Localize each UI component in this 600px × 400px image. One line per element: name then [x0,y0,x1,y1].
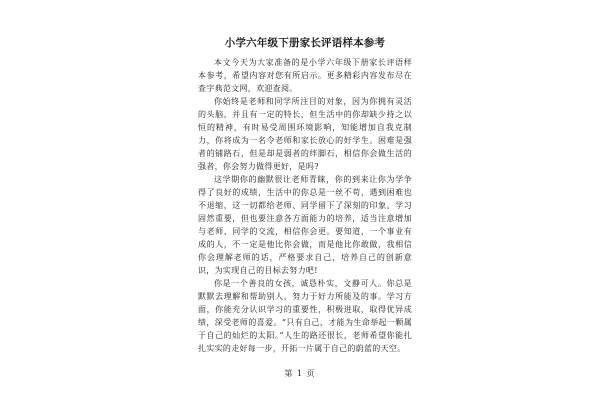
document-body [198,36,412,355]
paragraph-intro: 本文今天为大家准备的是小学六年级下册家长评语样本参考，希望内容对您有所启示。更多精彩内容发布尽在查字典范文网，欢迎查阅。 [198,58,412,93]
page-number: 第 1 页 [284,369,316,378]
paragraph-comment-2: 这学期你的幽默很让老师青睐，你的到来让你为学争得了良好的成绩，生活中的你总是一丝不苟，遇到困难也不退缩，这一切都给老师、同学留下了深刻的印象。学习固然重要，但也要注意各方面能力的培养，适当注意增加与老师、同学的交流，相信你会更。要知道，一个事业有成的人，不一定是他比你会做，而是他比你敢做，我相信你会理解老师的话，严格要求自己，培养自己的创新意识，为实现自己的目标去努力吧! [198,175,412,275]
paragraph-comment-1: 你始终是老师和同学所注目的对象，因为你拥有灵活的头脑，并且有一定的特长，但生活中的你却缺少持之以恒的精神，有时易受周围环境影响，知能增加自我克制力，你将成为一名令老师和家长放心的好学生。困难是强者的铺路石，但是却是弱者的绊脚石，相信你会做生活的强者，你会努力做得更好，是吗? [198,97,412,171]
document-title: 小学六年级下册家长评语样本参考 [224,37,386,49]
paragraph-comment-3: 你是一个善良的女孩，诚恳朴实，文静可人。你总是默默去理解和帮助别人，努力于好力所能及的事。学习方面，你能充分认识学习的重要性，积极进取，取得优异成绩，深受老师的喜爱。“只有自己，才能为生命举起一颗属于自己的灿烂的太阳。”人生的路还很长，老师希望你能扎扎实实的走好每一步，开拓一片属于自己的蔚蓝的天空。 [198,279,412,353]
